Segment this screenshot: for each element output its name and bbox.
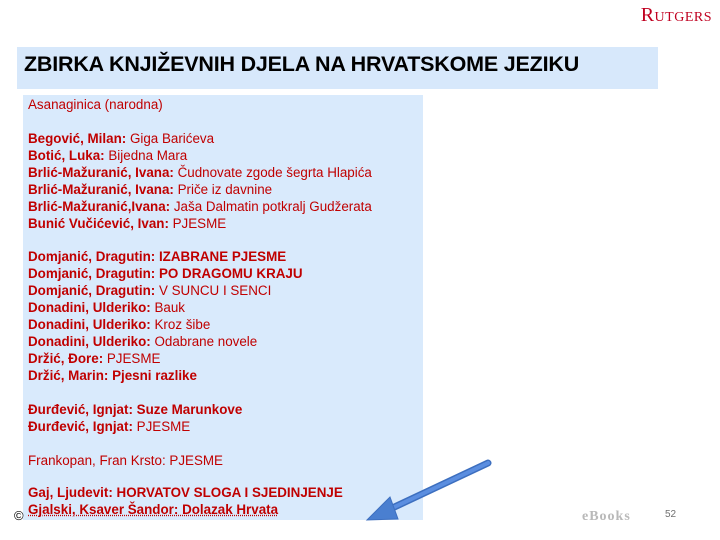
list-item: Držić, Marin: Pjesni razlike xyxy=(28,368,197,383)
list-item: Bunić Vučićević, Ivan: PJESME xyxy=(28,216,227,231)
list-item: Domjanić, Dragutin: V SUNCU I SENCI xyxy=(28,283,272,298)
list-item: Đurđević, Ignjat: PJESME xyxy=(28,419,191,434)
list-item: Đurđević, Ignjat: Suze Marunkove xyxy=(28,402,243,417)
list-item: Donadini, Ulderiko: Bauk xyxy=(28,300,186,315)
copyright-symbol: © xyxy=(14,508,24,523)
list-item: Gaj, Ljudevit: HORVATOV SLOGA I SJEDINJENJE xyxy=(28,485,343,500)
rutgers-logo: Rutgers xyxy=(640,4,712,26)
list-item: Botić, Luka: Bijedna Mara xyxy=(28,148,188,163)
list-item: Donadini, Ulderiko: Odabrane novele xyxy=(28,334,258,349)
list-item: Gjalski, Ksaver Šandor: Dolazak Hrvata xyxy=(28,502,279,517)
page-number: 52 xyxy=(665,509,677,520)
list-item: Begović, Milan: Giga Barićeva xyxy=(28,131,215,146)
slide-title: ZBIRKA KNJIŽEVNIH DJELA NA HRVATSKOME JEZIKU xyxy=(24,52,580,76)
list-item: Brlić-Mažuranić, Ivana: Priče iz davnine xyxy=(28,182,273,197)
list-item: Domjanić, Dragutin: IZABRANE PJESME xyxy=(28,249,287,264)
list-item: Frankopan, Fran Krsto: PJESME xyxy=(28,453,223,468)
list-item: Domjanić, Dragutin: PO DRAGOMU KRAJU xyxy=(28,266,303,281)
list-item: Brlić-Mažuranić,Ivana: Jaša Dalmatin potkralj Gudžerata xyxy=(28,199,372,214)
list-item: Držić, Đore: PJESME xyxy=(28,351,161,366)
ebooks-logo: eBooks xyxy=(582,509,631,524)
list-item: Donadini, Ulderiko: Kroz šibe xyxy=(28,317,211,332)
list-item: Brlić-Mažuranić, Ivana: Čudnovate zgode šegrta Hlapića xyxy=(28,165,372,180)
list-item: Asanaginica (narodna) xyxy=(28,97,163,112)
